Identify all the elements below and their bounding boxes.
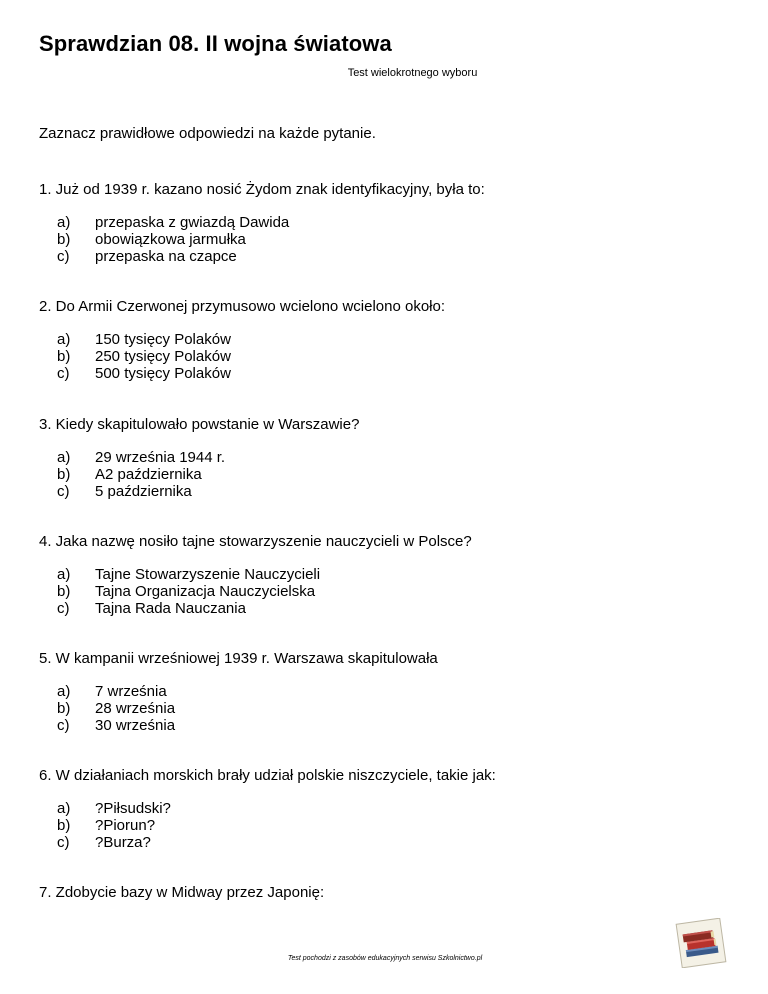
question-text: 2. Do Armii Czerwonej przymusowo wcielono wcielono około: bbox=[39, 298, 446, 315]
option-letter: c) bbox=[57, 600, 70, 617]
option-b bbox=[39, 700, 729, 717]
option-text: A2 października bbox=[95, 466, 202, 483]
question-5 bbox=[39, 650, 729, 734]
instruction-text: Zaznacz prawidłowe odpowiedzi na każde pytanie. bbox=[39, 125, 376, 142]
options-list bbox=[39, 449, 729, 500]
option-b bbox=[39, 466, 729, 483]
option-letter: b) bbox=[57, 231, 71, 248]
option-text: 250 tysięcy Polaków bbox=[95, 348, 231, 365]
option-text: 28 września bbox=[95, 700, 176, 717]
option-text: ?Piorun? bbox=[95, 817, 156, 834]
option-text: obowiązkowa jarmułka bbox=[95, 231, 246, 248]
option-c bbox=[39, 365, 729, 382]
option-text: przepaska na czapce bbox=[95, 248, 237, 265]
option-letter: c) bbox=[57, 717, 70, 734]
option-letter: c) bbox=[57, 483, 70, 500]
option-text: 30 września bbox=[95, 717, 176, 734]
options-list bbox=[39, 331, 729, 382]
option-b bbox=[39, 348, 729, 365]
option-text: 5 października bbox=[95, 483, 192, 500]
option-b bbox=[39, 583, 729, 600]
question-2 bbox=[39, 298, 729, 382]
footer-note: Test pochodzi z zasobów edukacyjnych serwisu Szkolnictwo.pl bbox=[287, 955, 483, 962]
option-c bbox=[39, 717, 729, 734]
options-list bbox=[39, 800, 729, 851]
option-letter: a) bbox=[57, 449, 71, 466]
option-text: ?Piłsudski? bbox=[95, 800, 171, 817]
page-title: Sprawdzian 08. II wojna światowa bbox=[39, 31, 392, 56]
option-text: przepaska z gwiazdą Dawida bbox=[95, 214, 290, 231]
option-text: 7 września bbox=[95, 683, 167, 700]
books-stack-icon bbox=[675, 918, 727, 968]
option-text: 150 tysięcy Polaków bbox=[95, 331, 231, 348]
option-letter: a) bbox=[57, 683, 71, 700]
question-text: 6. W działaniach morskich brały udział polskie niszczyciele, takie jak: bbox=[39, 767, 496, 784]
option-text: Tajne Stowarzyszenie Nauczycieli bbox=[95, 566, 321, 583]
option-letter: c) bbox=[57, 365, 70, 382]
options-list bbox=[39, 214, 729, 265]
question-text: 3. Kiedy skapitulowało powstanie w Warszawie? bbox=[39, 416, 360, 433]
option-a bbox=[39, 449, 729, 466]
option-letter: c) bbox=[57, 834, 70, 851]
question-3 bbox=[39, 416, 729, 500]
option-letter: a) bbox=[57, 566, 71, 583]
options-list bbox=[39, 566, 729, 617]
question-4 bbox=[39, 533, 729, 617]
option-letter: b) bbox=[57, 348, 71, 365]
option-letter: b) bbox=[57, 817, 71, 834]
option-text: 29 września 1944 r. bbox=[95, 449, 226, 466]
option-a bbox=[39, 331, 729, 348]
option-c bbox=[39, 248, 729, 265]
option-b bbox=[39, 817, 729, 834]
option-text: Tajna Rada Nauczania bbox=[95, 600, 246, 617]
question-7 bbox=[39, 884, 729, 902]
option-c bbox=[39, 600, 729, 617]
page-subtitle: Test wielokrotnego wyboru bbox=[347, 67, 478, 79]
option-c bbox=[39, 834, 729, 851]
option-c bbox=[39, 483, 729, 500]
option-a bbox=[39, 800, 729, 817]
option-text: Tajna Organizacja Nauczycielska bbox=[95, 583, 316, 600]
option-letter: b) bbox=[57, 466, 71, 483]
option-a bbox=[39, 566, 729, 583]
question-text: 1. Już od 1939 r. kazano nosić Żydom znak identyfikacyjny, była to: bbox=[39, 181, 485, 198]
option-letter: a) bbox=[57, 331, 71, 348]
question-1 bbox=[39, 181, 729, 265]
option-a bbox=[39, 214, 729, 231]
question-6 bbox=[39, 767, 729, 851]
option-text: 500 tysięcy Polaków bbox=[95, 365, 231, 382]
option-b bbox=[39, 231, 729, 248]
options-list bbox=[39, 683, 729, 734]
option-letter: b) bbox=[57, 700, 71, 717]
question-text: 5. W kampanii wrześniowej 1939 r. Warszawa skapitulowała bbox=[39, 650, 438, 667]
option-text: ?Burza? bbox=[95, 834, 151, 851]
option-letter: c) bbox=[57, 248, 70, 265]
question-text: 7. Zdobycie bazy w Midway przez Japonię: bbox=[39, 884, 325, 901]
question-text: 4. Jaka nazwę nosiło tajne stowarzyszenie nauczycieli w Polsce? bbox=[39, 533, 472, 550]
option-a bbox=[39, 683, 729, 700]
option-letter: b) bbox=[57, 583, 71, 600]
option-letter: a) bbox=[57, 214, 71, 231]
option-letter: a) bbox=[57, 800, 71, 817]
